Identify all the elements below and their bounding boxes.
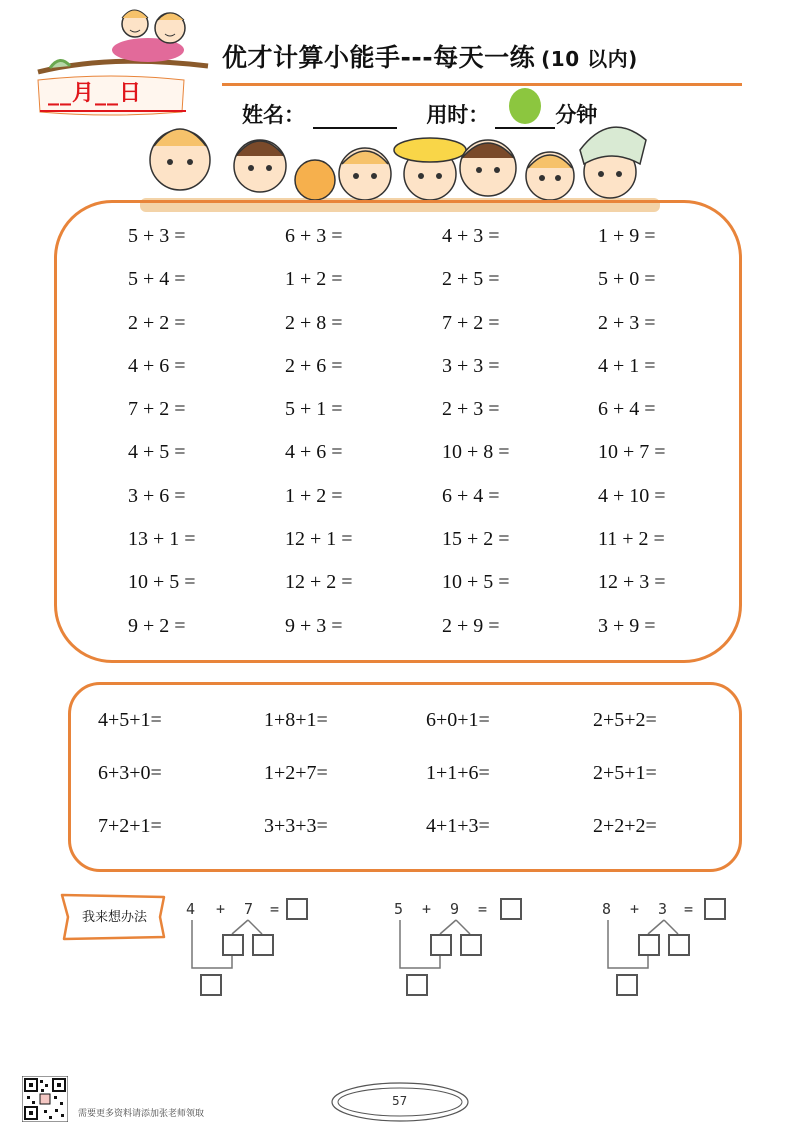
title-range: (10 以内) (541, 47, 638, 71)
make-ten-problem-2 (392, 896, 542, 1000)
problem: 1+2+7= (264, 762, 328, 784)
name-label: 姓名： (242, 103, 305, 127)
make-ten-problem-3 (600, 896, 750, 1000)
problem: 4 + 6 = (285, 441, 343, 464)
make-ten-problem-1 (182, 896, 332, 1000)
problem: 4 + 3 = (442, 225, 500, 247)
method-label: 我来想办法 (82, 910, 148, 925)
problem: 6 + 3 = (285, 225, 343, 247)
qr-code-icon (22, 1076, 68, 1122)
problem: 4 + 5 = (128, 441, 186, 464)
problem: 5 + 0 = (598, 268, 656, 291)
problem: 6+0+1= (426, 709, 490, 731)
addend-b: 3 (658, 900, 668, 918)
problem: 4+5+1= (98, 709, 162, 731)
equals-sign: = (478, 900, 488, 918)
split-box-left[interactable] (638, 934, 660, 956)
exercise-grid-2 (98, 706, 738, 865)
addend-a: 8 (602, 900, 612, 918)
problem: 7 + 2 = (128, 398, 186, 421)
problem: 10 + 7 = (598, 441, 666, 464)
problem: 5 + 1 = (285, 398, 343, 421)
addend-a: 5 (394, 900, 404, 918)
girl-illustration (30, 2, 220, 80)
problem: 7+2+1= (98, 815, 162, 837)
footer-note: 需要更多资料请添加张老师领取 (78, 1109, 205, 1119)
problem: 1 + 9 = (598, 225, 656, 247)
problem: 11 + 2 = (598, 528, 665, 551)
problem: 5 + 4 = (128, 268, 186, 291)
operator: + (216, 900, 226, 918)
problem: 10 + 5 = (128, 571, 196, 594)
problem: 13 + 1 = (128, 528, 196, 551)
sum-box[interactable] (406, 974, 428, 996)
problem: 2 + 8 = (285, 311, 343, 334)
problem: 6 + 4 = (442, 484, 500, 507)
problem: 2 + 3 = (598, 311, 656, 334)
split-box-right[interactable] (668, 934, 690, 956)
problem: 2+2+2= (593, 815, 657, 837)
problem: 2 + 5 = (442, 268, 500, 291)
problem: 3+3+3= (264, 815, 328, 837)
problem: 12 + 1 = (285, 528, 353, 551)
sum-box[interactable] (616, 974, 638, 996)
problem: 12 + 2 = (285, 571, 353, 594)
problem: 12 + 3 = (598, 571, 666, 594)
problem: 2+5+2= (593, 709, 657, 731)
exercise-grid-1 (128, 222, 728, 655)
problem: 1+1+6= (426, 762, 490, 784)
problem: 9 + 2 = (128, 614, 186, 637)
addend-b: 9 (450, 900, 460, 918)
problem: 3 + 6 = (128, 484, 186, 507)
page-title (222, 38, 638, 74)
problem: 10 + 5 = (442, 571, 510, 594)
equals-sign: = (270, 900, 280, 918)
operator: + (422, 900, 432, 918)
problem: 2+5+1= (593, 762, 657, 784)
problem: 9 + 3 = (285, 614, 343, 637)
problem: 10 + 8 = (442, 441, 510, 464)
equals-sign: = (684, 900, 694, 918)
time-label: 用时： (426, 103, 490, 127)
title-main: 优才计算小能手---每天一练 (222, 43, 536, 72)
problem: 4 + 10 = (598, 484, 666, 507)
split-box-left[interactable] (222, 934, 244, 956)
date-field[interactable]: __月__日 (48, 81, 143, 106)
problem: 1 + 2 = (285, 268, 343, 291)
title-divider (222, 83, 742, 86)
problem: 1 + 2 = (285, 484, 343, 507)
problem: 2 + 6 = (285, 354, 343, 377)
problem: 2 + 3 = (442, 398, 500, 421)
problem: 4 + 6 = (128, 354, 186, 377)
problem: 2 + 2 = (128, 311, 186, 334)
page-number: 57 (392, 1094, 408, 1108)
problem: 1+8+1= (264, 709, 328, 731)
problem: 4 + 1 = (598, 354, 656, 377)
problem: 5 + 3 = (128, 225, 186, 247)
problem: 6+3+0= (98, 762, 162, 784)
sum-box[interactable] (200, 974, 222, 996)
addend-a: 4 (186, 900, 196, 918)
problem: 3 + 3 = (442, 354, 500, 377)
problem: 2 + 9 = (442, 614, 500, 637)
split-box-left[interactable] (430, 934, 452, 956)
split-box-right[interactable] (460, 934, 482, 956)
minutes-label: 分钟 (555, 103, 598, 127)
split-box-right[interactable] (252, 934, 274, 956)
problem: 4+1+3= (426, 815, 490, 837)
problem: 15 + 2 = (442, 528, 510, 551)
problem: 6 + 4 = (598, 398, 656, 421)
problem: 3 + 9 = (598, 614, 656, 637)
problem: 7 + 2 = (442, 311, 500, 334)
operator: + (630, 900, 640, 918)
addend-b: 7 (244, 900, 254, 918)
